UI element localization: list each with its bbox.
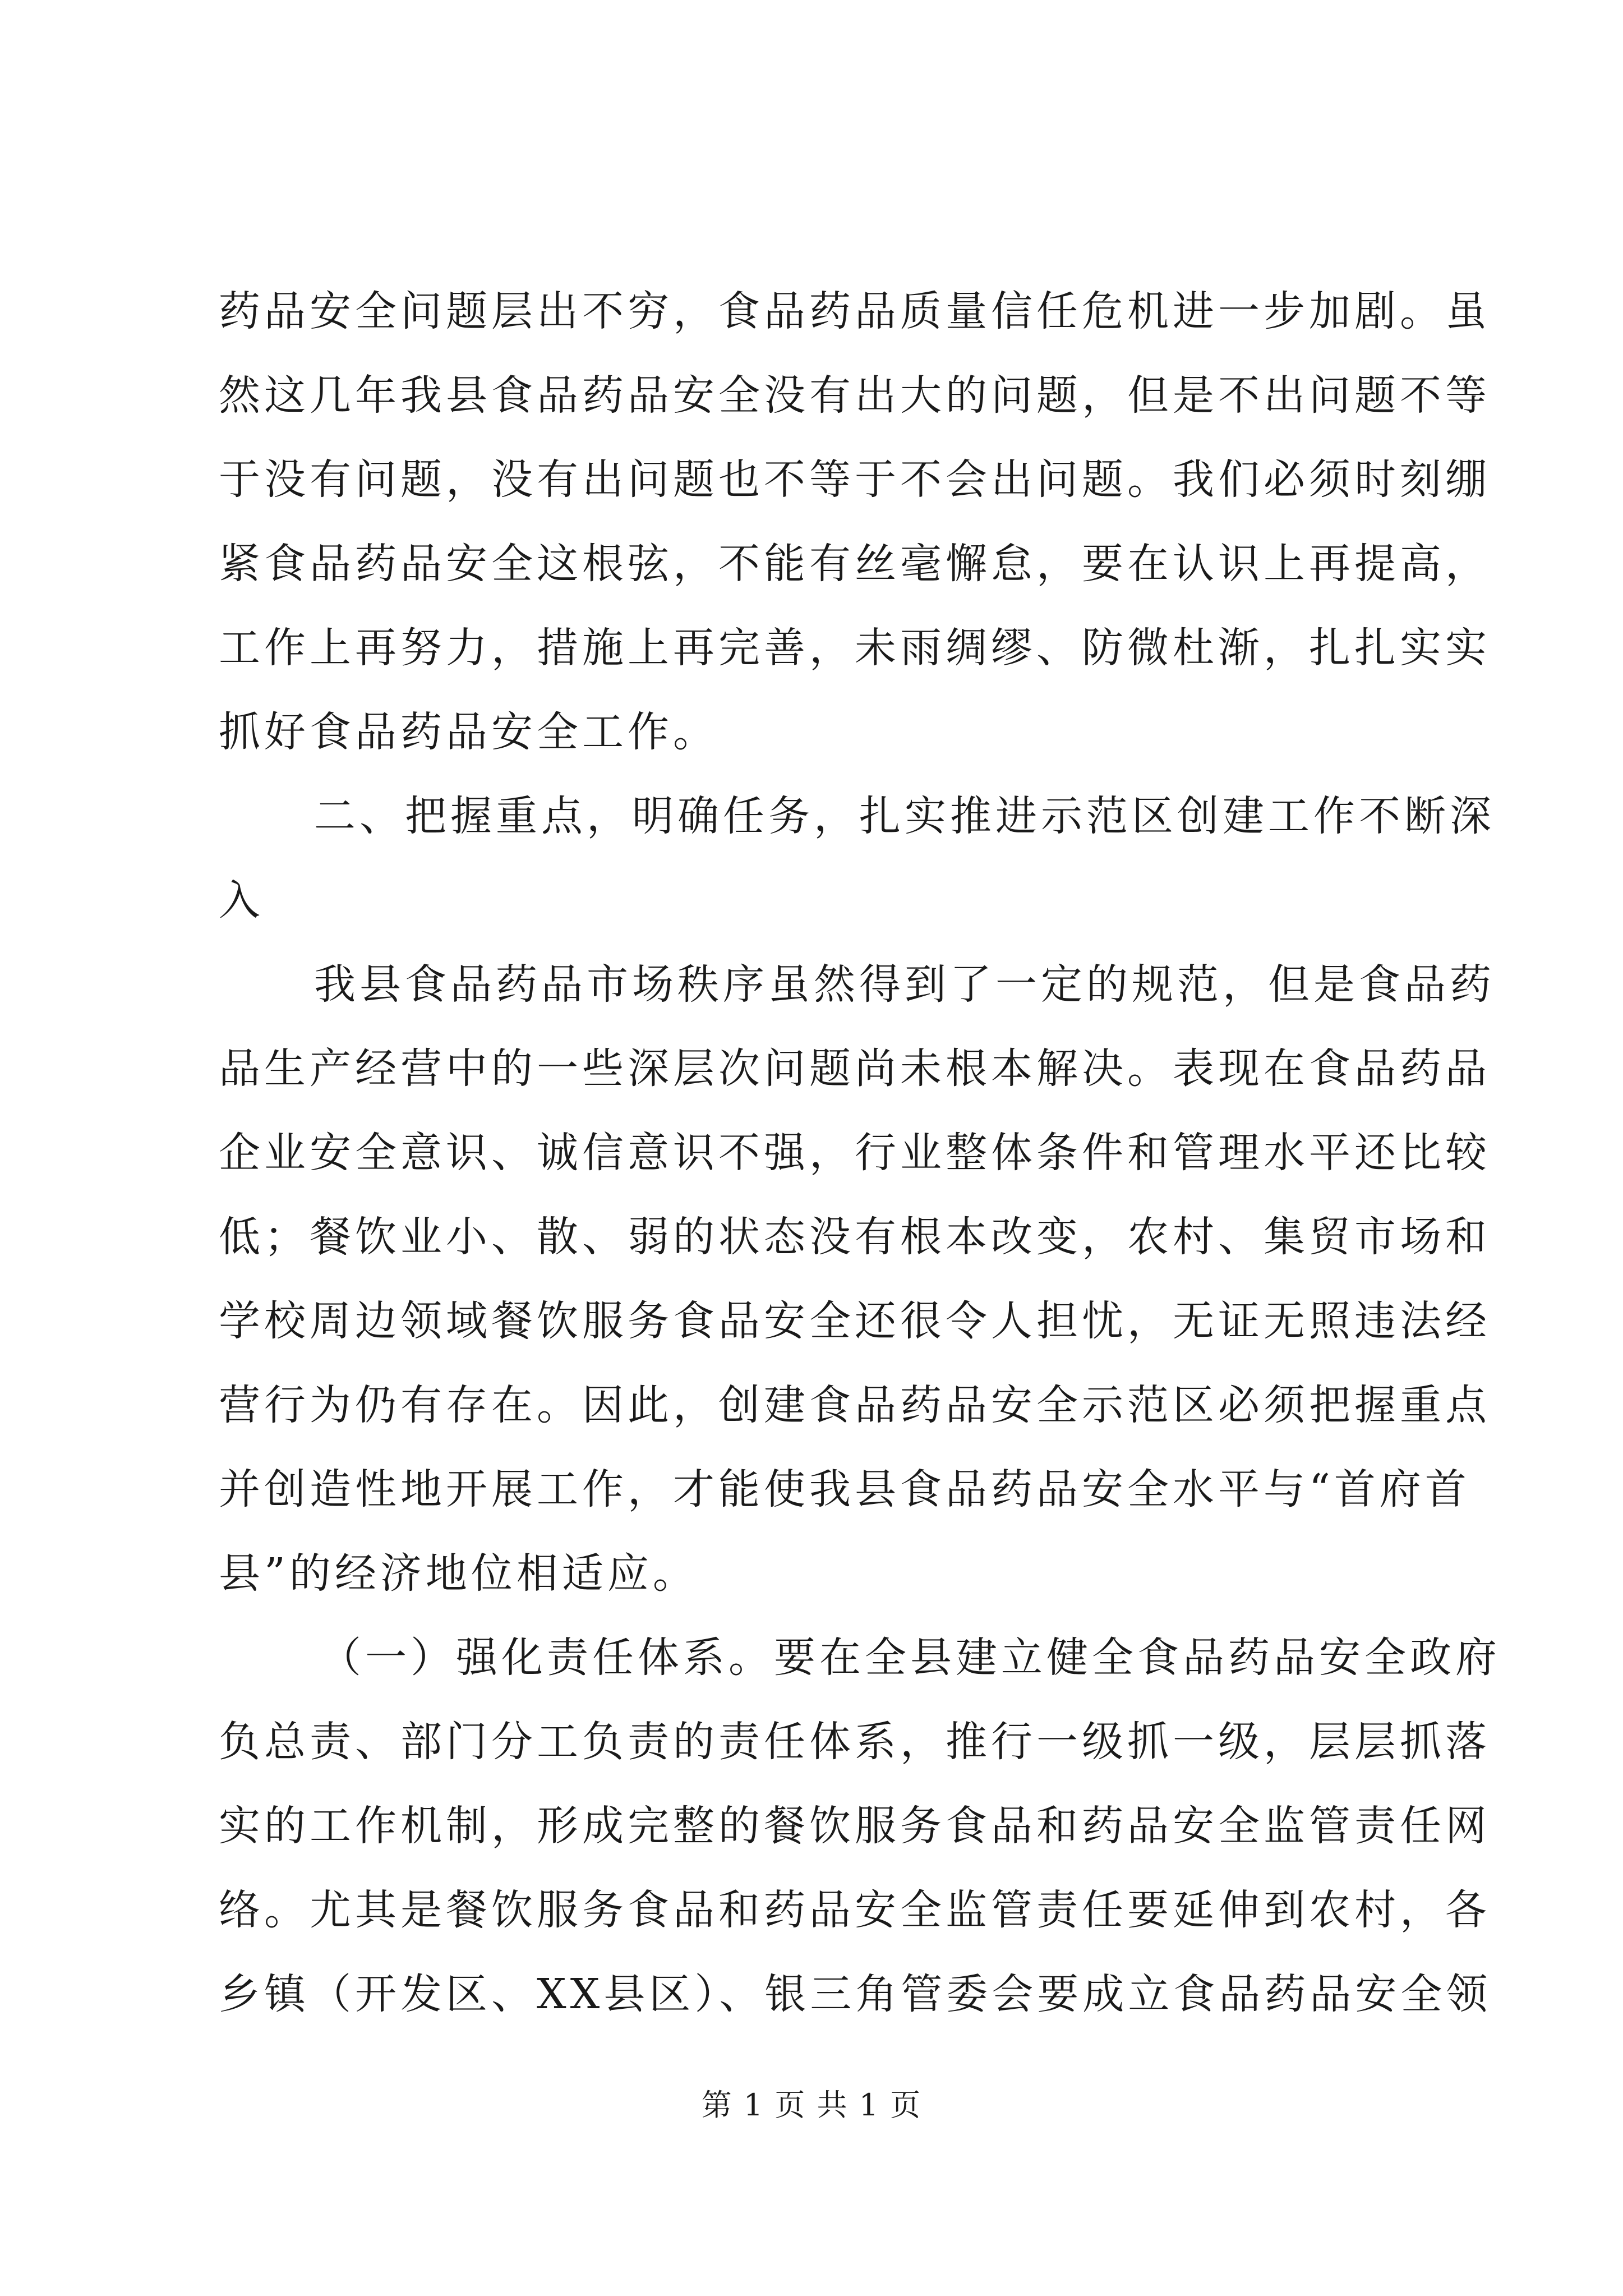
text-line: 品生产经营中的一些深层次问题尚未根本解决。表现在食品药品 — [219, 1045, 1491, 1093]
text-line: 然这几年我县食品药品安全没有出大的问题，但是不出问题不等 — [219, 371, 1491, 420]
section-heading: 二、把握重点，明确任务，扎实推进示范区创建工作不断深 — [314, 792, 1495, 840]
text-line: 学校周边领域餐饮服务食品安全还很令人担忧，无证无照违法经 — [219, 1297, 1491, 1345]
text-line: 并创造性地开展工作，才能使我县食品药品安全水平与“首府首 — [219, 1465, 1470, 1513]
document-body — [219, 269, 1501, 2036]
text-line: 乡镇（开发区、XX县区）、银三角管委会要成立食品药品安全领 — [219, 1970, 1492, 2018]
text-line: 药品安全问题层出不穷，食品药品质量信任危机进一步加剧。虽 — [219, 287, 1491, 335]
text-line: 企业安全意识、诚信意识不强，行业整体条件和管理水平还比较 — [219, 1129, 1491, 1177]
text-line: 实的工作机制，形成完整的餐饮服务食品和药品安全监管责任网 — [219, 1802, 1491, 1850]
text-line: 紧食品药品安全这根弦，不能有丝毫懈怠，要在认识上再提高， — [219, 540, 1491, 588]
text-line: 于没有问题，没有出问题也不等于不会出问题。我们必须时刻绷 — [219, 455, 1491, 504]
text-line: 营行为仍有存在。因此，创建食品药品安全示范区必须把握重点 — [219, 1381, 1491, 1429]
text-line: 抓好食品药品安全工作。 — [219, 708, 718, 756]
text-line: 工作上再努力，措施上再完善，未雨绸缪、防微杜渐，扎扎实实 — [219, 624, 1491, 672]
text-line: 我县食品药品市场秩序虽然得到了一定的规范，但是食品药 — [314, 960, 1495, 1009]
text-line: 负总责、部门分工负责的责任体系，推行一级抓一级，层层抓落 — [219, 1718, 1491, 1766]
subsection-heading: （一）强化责任体系。要在全县建立健全食品药品安全政府 — [320, 1634, 1501, 1682]
text-line: 络。尤其是餐饮服务食品和药品安全监管责任要延伸到农村，各 — [219, 1886, 1491, 1934]
page-number-footer: 第 1 页 共 1 页 — [701, 2087, 922, 2123]
text-line: 县”的经济地位相适应。 — [219, 1549, 698, 1598]
section-heading-continuation: 入 — [219, 876, 264, 924]
text-line: 低；餐饮业小、散、弱的状态没有根本改变，农村、集贸市场和 — [219, 1213, 1491, 1261]
